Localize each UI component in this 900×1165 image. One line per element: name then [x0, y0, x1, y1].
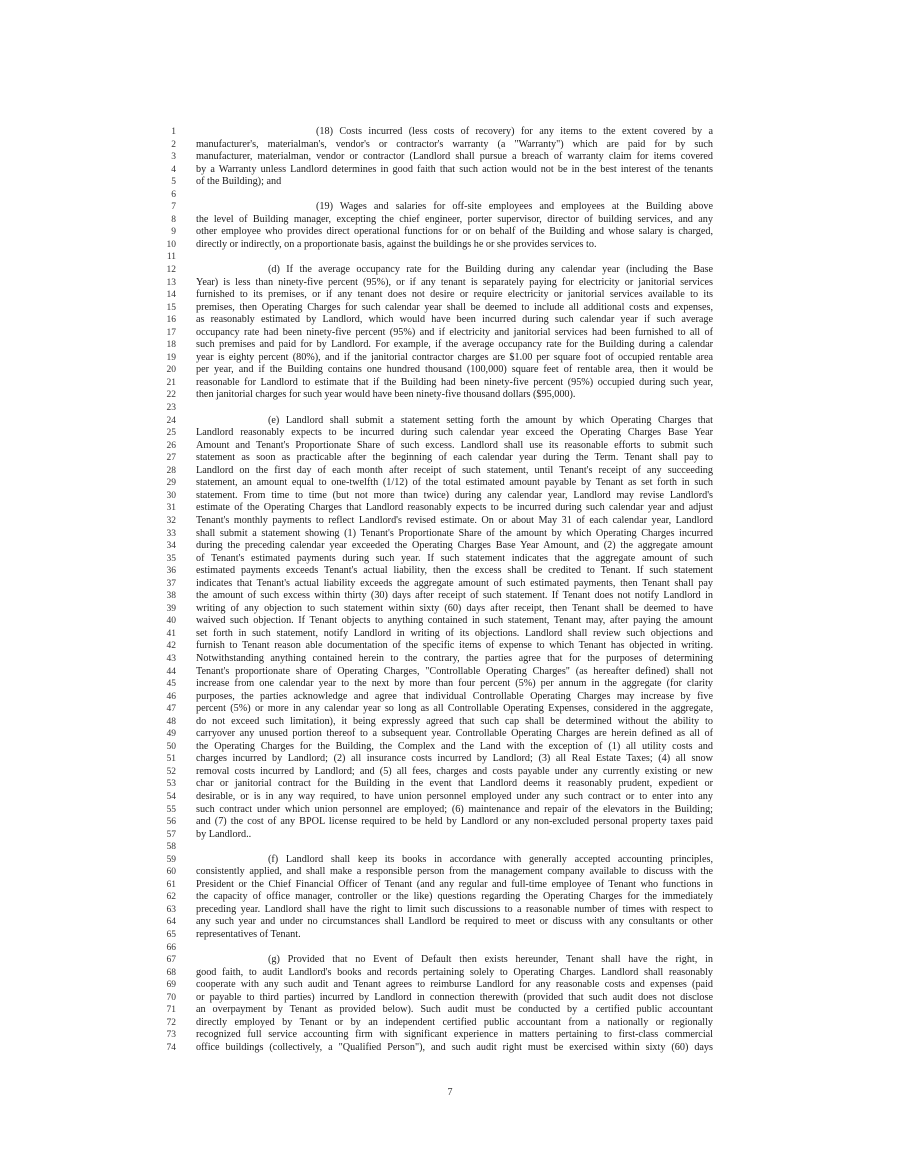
document-line — [0, 540, 900, 553]
line-text: directly employed by Tenant or by an independent certified public accountant from a nationally or regionally — [196, 1016, 713, 1028]
line-number: 34 — [166, 541, 176, 552]
line-number: 62 — [166, 892, 176, 903]
document-line — [0, 816, 900, 829]
line-text: statement as soon as practicable after the beginning of each calendar year during the Term. Tenant shall pay to — [196, 452, 713, 464]
document-line — [0, 979, 900, 992]
line-number: 30 — [166, 490, 176, 501]
line-number: 64 — [166, 917, 176, 928]
line-number: 65 — [166, 930, 176, 940]
line-text: an overpayment by Tenant as provided below). Such audit must be conducted by a certified public accountant — [196, 1004, 713, 1016]
document-line — [0, 615, 900, 628]
line-text: furnished to its premises, or if any tenant does not desire or require electricity or janitorial services available to its — [196, 289, 713, 301]
line-number: 49 — [166, 729, 176, 740]
line-number: 74 — [166, 1042, 176, 1053]
line-number: 29 — [166, 478, 176, 489]
document-line — [0, 666, 900, 679]
line-number: 23 — [166, 403, 176, 414]
line-number: 42 — [166, 641, 176, 652]
line-number: 51 — [166, 754, 176, 765]
line-text: Tenant's proportionate share of Operating Charges, "Controllable Operating Charges" (as hereafter defined) shall not — [196, 665, 713, 677]
line-text: char or janitorial contract for the Building in the event that Landlord deems it reasonably prudent, expedient or — [196, 778, 713, 790]
document-line — [0, 565, 900, 578]
line-text: purposes, the parties acknowledge and agree that individual Controllable Operating Charges may increase by five — [196, 690, 713, 702]
document-line — [0, 628, 900, 641]
line-text: occupancy rate had been ninety-five percent (95%) and if electricity and janitorial services had been furnished to all of — [196, 326, 713, 338]
document-line — [0, 126, 900, 139]
line-text: increase from one calendar year to the next by more than four percent (5%) per annum in the aggregate (for clarity — [196, 678, 713, 690]
document-line — [0, 515, 900, 528]
line-number: 54 — [166, 791, 176, 802]
document-line — [0, 640, 900, 653]
document-line — [0, 151, 900, 164]
line-text: writing of any objection to such statement within sixty (60) days after receipt, then Tenant shall be deemed to have — [196, 602, 713, 614]
document-line — [0, 377, 900, 390]
line-number: 35 — [166, 553, 176, 564]
line-number: 4 — [171, 164, 176, 175]
line-number: 36 — [166, 566, 176, 577]
line-number: 22 — [166, 390, 176, 401]
document-line — [0, 189, 900, 202]
document-line — [0, 791, 900, 804]
line-number: 26 — [166, 440, 176, 451]
line-number: 25 — [166, 428, 176, 439]
line-text: the Operating Charges for the Building, the Complex and the Land with the exception of (1) all utility costs and — [196, 740, 713, 752]
line-text: preceding year. Landlord shall have the right to limit such discussions to a reasonable number of times with respect to — [196, 903, 713, 915]
page-number: 7 — [447, 1087, 453, 1098]
line-number: 33 — [166, 528, 176, 539]
line-text: waived such objection. If Tenant objects to anything contained in such statement, Tenant may, after paying the amount — [196, 615, 713, 627]
line-number: 52 — [166, 766, 176, 777]
document-line — [0, 352, 900, 365]
line-number: 6 — [171, 189, 176, 200]
document-line — [0, 678, 900, 691]
line-text: indicates that Tenant's actual liability exceeds the aggregate amount of such estimated payments, then Tenant shall pay — [196, 577, 713, 589]
line-number: 67 — [166, 955, 176, 966]
line-text: consistently applied, and shall make a responsible person from the management company available to discuss with the — [196, 866, 713, 878]
document-line — [0, 942, 900, 955]
line-number: 9 — [171, 227, 176, 238]
document-line — [0, 1042, 900, 1055]
line-number: 70 — [166, 992, 176, 1003]
line-number: 19 — [166, 352, 176, 363]
line-number: 47 — [166, 704, 176, 715]
document-line — [0, 415, 900, 428]
line-number: 72 — [166, 1017, 176, 1028]
document-line — [0, 603, 900, 616]
line-text: of the Building); and — [196, 176, 282, 188]
line-number: 73 — [166, 1030, 176, 1041]
line-number: 32 — [166, 515, 176, 526]
line-text: or payable to third parties) incurred by Landlord in connection therewith (provided that such audit does not disclose — [196, 991, 713, 1003]
line-number: 57 — [166, 829, 176, 840]
line-text: office buildings (collectively, a "Qualified Person"), and such audit right must be exercised within sixty (60) days — [196, 1041, 713, 1053]
line-number: 15 — [166, 302, 176, 313]
document-line — [0, 891, 900, 904]
line-text: set forth in such statement, notify Landlord in writing of its objections. Landlord shall review such objections and — [196, 627, 713, 639]
line-number: 3 — [171, 152, 176, 163]
line-text: estimated payments exceeds Tenant's actual liability, then the excess shall be credited to Tenant. If such statement — [196, 565, 713, 577]
document-line — [0, 578, 900, 591]
line-text: reasonable for Landlord to estimate that if the Building had been ninety-five percent (95%) occupied during such year, — [196, 376, 713, 388]
document-line — [0, 264, 900, 277]
document-line — [0, 1004, 900, 1017]
line-text: desirable, or is in any way required, to have union personnel employed under any such contract or to enter into any — [196, 790, 713, 802]
document-line — [0, 728, 900, 741]
line-text: good faith, to audit Landlord's books and records pertaining solely to Operating Charges. Landlord shall reasonably — [196, 966, 713, 978]
line-text: as reasonably estimated by Landlord, which would have been incurred during such calendar year if such average — [196, 314, 713, 326]
line-number: 7 — [171, 202, 176, 213]
line-number: 24 — [166, 415, 176, 426]
line-text: removal costs incurred by Landlord; and (5) all fees, charges and costs payable under any currently existing or new — [196, 765, 713, 777]
document-line — [0, 201, 900, 214]
line-text: manufacturer, materialman, vendor or contractor (Landlord shall pursue a breach of warranty claim for items covered — [196, 151, 713, 163]
line-text: by Landlord.. — [196, 828, 252, 840]
line-text: (f) Landlord shall keep its books in accordance with generally accepted accounting principles, — [268, 853, 713, 865]
line-number: 13 — [166, 277, 176, 288]
document-line — [0, 904, 900, 917]
document-line — [0, 929, 900, 942]
line-number: 37 — [166, 578, 176, 589]
line-text: any such year and under no circumstances shall Landlord be required to meet or discuss with any consultants or other — [196, 916, 713, 928]
document-line — [0, 239, 900, 252]
line-number: 5 — [171, 177, 176, 188]
document-line — [0, 214, 900, 227]
line-number: 31 — [166, 503, 176, 514]
line-number: 10 — [166, 239, 176, 250]
line-text: (19) Wages and salaries for off-site employees and employees at the Building above — [316, 201, 713, 213]
document-line — [0, 841, 900, 854]
document-line — [0, 364, 900, 377]
document-line — [0, 1029, 900, 1042]
line-number: 55 — [166, 804, 176, 815]
line-text: Tenant's monthly payments to reflect Landlord's revised estimate. On or about May 31 of each calendar year, Landlord — [196, 514, 713, 526]
document-line — [0, 302, 900, 315]
line-text: statement. From time to time (but not more than twice) during any calendar year, Landlord may revise Landlord's — [196, 489, 713, 501]
document-line — [0, 226, 900, 239]
line-number: 38 — [166, 591, 176, 602]
line-text: shall submit a statement showing (1) Tenant's Proportionate Share of the amount by which Operating Charges incurred — [196, 527, 713, 539]
line-number: 61 — [166, 879, 176, 890]
line-text: cooperate with any such audit and Tenant agrees to reimburse Landlord for any reasonable costs and expenses (paid — [196, 979, 713, 991]
line-text: Amount and Tenant's Proportionate Share of such excess. Landlord shall use its reasonable efforts to submit such — [196, 439, 713, 451]
line-text: Year) is less than ninety-five percent (95%), or if any tenant is separately paying for electricity or janitorial services — [196, 276, 713, 288]
line-number: 21 — [166, 377, 176, 388]
document-line — [0, 139, 900, 152]
line-text: representatives of Tenant. — [196, 929, 301, 940]
document-line — [0, 992, 900, 1005]
line-number: 68 — [166, 967, 176, 978]
line-text: (g) Provided that no Event of Default then exists hereunder, Tenant shall have the right, in — [268, 954, 713, 966]
line-number: 53 — [166, 779, 176, 790]
line-number: 17 — [166, 327, 176, 338]
line-number: 60 — [166, 867, 176, 878]
document-line — [0, 251, 900, 264]
document-body — [0, 126, 900, 1054]
document-line — [0, 339, 900, 352]
document-line — [0, 490, 900, 503]
line-number: 2 — [171, 139, 176, 150]
line-text: statement, an amount equal to one-twelfth (1/12) of the total estimated amount payable by Tenant as set forth in such — [196, 477, 713, 489]
line-number: 16 — [166, 315, 176, 326]
line-number: 12 — [166, 265, 176, 276]
line-text: and (7) the cost of any BPOL license required to be held by Landlord or any non-excluded personal property taxes paid — [196, 816, 713, 828]
line-text: charges incurred by Landlord; (2) all insurance costs incurred by Landlord; (3) all Real Estate Taxes; (4) all snow — [196, 753, 713, 765]
document-line — [0, 766, 900, 779]
line-text: then janitorial charges for such year would have been ninety-five thousand dollars ($95,000). — [196, 389, 576, 401]
line-number: 59 — [166, 854, 176, 865]
line-text: manufacturer's, materialman's, vendor's or contractor's warranty (a "Warranty") which are paid for by such — [196, 138, 713, 150]
line-number: 69 — [166, 980, 176, 991]
line-number: 45 — [166, 679, 176, 690]
document-line — [0, 716, 900, 729]
document-line — [0, 389, 900, 402]
line-number: 39 — [166, 603, 176, 614]
line-text: carryover any unused portion thereof to a subsequent year. Controllable Operating Charges are herein defined as all of — [196, 728, 713, 740]
line-number: 56 — [166, 817, 176, 828]
line-text: (d) If the average occupancy rate for the Building during any calendar year (including the Base — [268, 264, 713, 276]
line-number: 41 — [166, 628, 176, 639]
document-line — [0, 967, 900, 980]
document-line — [0, 778, 900, 791]
line-number: 66 — [166, 942, 176, 953]
document-line — [0, 653, 900, 666]
line-text: the amount of such excess within thirty (30) days after receipt of such statement. If Tenant does not notify Landlord in — [196, 590, 713, 602]
document-line — [0, 753, 900, 766]
line-text: during the preceding calendar year exceeded the Operating Charges Base Year Amount, and (2) the aggregate amount — [196, 540, 713, 552]
line-text: Notwithstanding anything contained herein to the contrary, the parties agree that for the purposes of determining — [196, 652, 713, 664]
document-line — [0, 440, 900, 453]
document-line — [0, 804, 900, 817]
line-text: Landlord reasonably expects to be incurred during such calendar year exceed the Operating Charges Base Year — [196, 427, 713, 439]
document-line — [0, 916, 900, 929]
document-line — [0, 314, 900, 327]
document-line — [0, 703, 900, 716]
line-text: of Tenant's estimated payments during such year. If such statement indicates that the aggregate amount of such — [196, 552, 713, 564]
line-text: premises, then Operating Charges for such calendar year shall be deemed to include all additional costs and expenses, — [196, 301, 713, 313]
document-line — [0, 327, 900, 340]
line-number: 20 — [166, 365, 176, 376]
document-line — [0, 590, 900, 603]
line-number: 63 — [166, 904, 176, 915]
document-line — [0, 402, 900, 415]
document-line — [0, 741, 900, 754]
document-line — [0, 477, 900, 490]
line-number: 11 — [166, 252, 176, 263]
line-text: such premises and paid for by Landlord. For example, if the average occupancy rate for the Building during a calendar — [196, 339, 713, 351]
document-line — [0, 829, 900, 842]
document-line — [0, 164, 900, 177]
line-number: 40 — [166, 616, 176, 627]
line-text: (e) Landlord shall submit a statement setting forth the amount by which Operating Charges that — [268, 414, 713, 426]
line-text: furnish to Tenant reason able documentation of the specific items of expense to which Tenant has objected in writing. — [196, 640, 713, 652]
line-number: 28 — [166, 465, 176, 476]
document-line — [0, 866, 900, 879]
line-number: 18 — [166, 340, 176, 351]
document-line — [0, 427, 900, 440]
document-line — [0, 465, 900, 478]
document-line — [0, 854, 900, 867]
document-line — [0, 954, 900, 967]
line-number: 1 — [171, 127, 176, 137]
document-line — [0, 553, 900, 566]
line-number: 58 — [166, 842, 176, 853]
document-line — [0, 289, 900, 302]
document-line — [0, 176, 900, 189]
line-text: per year, and if the Building contains one hundred thousand (100,000) square feet of rentable area, then it would be — [196, 364, 713, 376]
line-text: do not exceed such limitation), it being expressly agreed that such cap shall be determined without the ability to — [196, 715, 713, 727]
line-number: 8 — [171, 214, 176, 225]
line-text: President or the Chief Financial Officer of Tenant (and any regular and full-time employee of Tenant who functions in — [196, 878, 713, 890]
document-line — [0, 502, 900, 515]
line-text: recognized full service accounting firm with significant experience in matters pertaining to first-class commercial — [196, 1029, 713, 1041]
document-line — [0, 452, 900, 465]
line-text: estimate of the Operating Charges that Landlord reasonably expects to be incurred during such calendar year and adjust — [196, 502, 713, 514]
line-text: the capacity of office manager, controller or the like) questions regarding the Operating Charges for the immediately — [196, 891, 713, 903]
line-text: by a Warranty unless Landlord determines in good faith that such action would not be in the best interest of the tenants — [196, 163, 713, 175]
line-number: 14 — [166, 290, 176, 301]
line-number: 43 — [166, 653, 176, 664]
line-text: other employee who provides direct operational functions for or on behalf of the Building and whose salary is charged, — [196, 226, 713, 238]
line-text: such contract under which union personnel are employed; (6) maintenance and repair of the elevators in the Building; — [196, 803, 713, 815]
document-line — [0, 277, 900, 290]
line-text: Landlord on the first day of each month after receipt of such statement, until Tenant's receipt of any succeeding — [196, 464, 713, 476]
document-line — [0, 528, 900, 541]
document-line — [0, 879, 900, 892]
line-number: 48 — [166, 716, 176, 727]
line-number: 50 — [166, 741, 176, 752]
line-number: 71 — [166, 1005, 176, 1016]
document-line — [0, 691, 900, 704]
line-text: percent (5%) or more in any calendar year so long as all Controllable Operating Expenses, considered in the aggregate, — [196, 703, 713, 715]
line-number: 27 — [166, 453, 176, 464]
line-text: year is eighty percent (80%), and if the janitorial contractor charges are $1.00 per square foot of occupied rentable area — [196, 351, 713, 363]
line-text: (18) Costs incurred (less costs of recovery) for any items to the extent covered by a — [316, 126, 713, 137]
line-text: the level of Building manager, excepting the chief engineer, porter supervisor, director of building services, and any — [196, 213, 713, 225]
line-number: 44 — [166, 666, 176, 677]
document-line — [0, 1017, 900, 1030]
line-number: 46 — [166, 691, 176, 702]
line-text: directly or indirectly, on a proportionate basis, against the buildings he or she provides services to. — [196, 238, 597, 250]
